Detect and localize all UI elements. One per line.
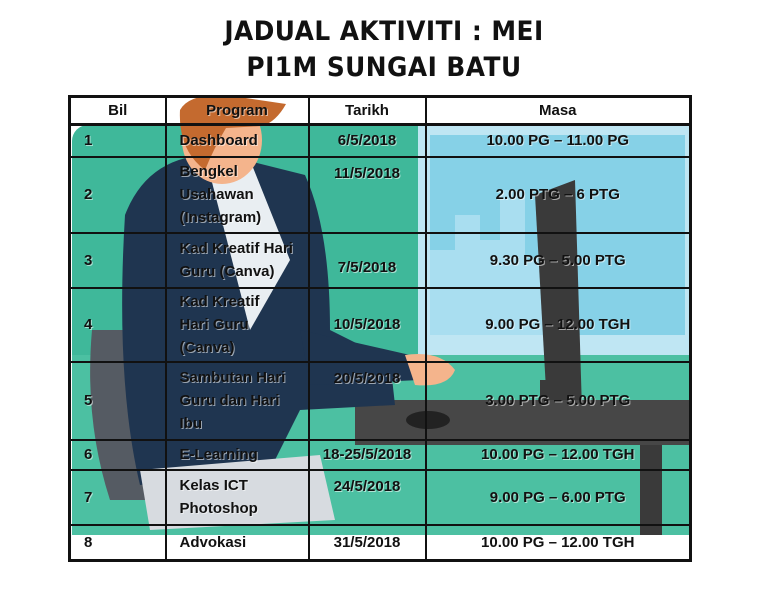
cell-program <box>166 125 309 157</box>
cell-masa: 9.00 PG – 12.00 TGH <box>426 288 691 362</box>
page-subtitle: PI1M SUNGAI BATU <box>246 52 522 83</box>
program-line: Dashboard <box>179 132 258 150</box>
program-line: Sambutan Hari <box>179 369 286 386</box>
header-masa: Masa <box>426 97 691 125</box>
program-line: E-Learning <box>179 446 258 463</box>
program-line: (Instagram) <box>179 209 262 226</box>
cell-program <box>166 362 309 440</box>
header-tarikh: Tarikh <box>309 97 426 125</box>
cell-masa: 10.00 PG – 12.00 TGH <box>426 525 691 561</box>
cell-masa: 10.00 PG – 12.00 TGH <box>426 440 691 470</box>
cell-tarikh: 20/5/2018 <box>309 362 426 440</box>
cell-tarikh: 7/5/2018 <box>309 233 426 288</box>
program-line: Kelas ICT <box>179 477 248 494</box>
cell-bil: 5 <box>70 362 166 440</box>
program-line: Photoshop <box>179 500 258 517</box>
cell-bil: 2 <box>70 157 166 233</box>
cell-program <box>166 157 309 233</box>
cell-masa: 3.00 PTG – 5.00 PTG <box>426 362 691 440</box>
cell-tarikh: 11/5/2018 <box>309 157 426 233</box>
cell-tarikh: 31/5/2018 <box>309 525 426 561</box>
program-line: Guru (Canva) <box>179 263 275 280</box>
table-row <box>70 288 691 362</box>
program-line: Ibu <box>179 415 202 432</box>
program-line: Bengkel <box>179 163 238 180</box>
program-line: Kad Kreatif <box>179 293 260 310</box>
cell-tarikh: 10/5/2018 <box>309 288 426 362</box>
table-row <box>70 440 691 470</box>
cell-bil: 4 <box>70 288 166 362</box>
cell-masa: 9.00 PG – 6.00 PTG <box>426 470 691 525</box>
cell-program <box>166 525 309 561</box>
table-header-row <box>70 97 691 125</box>
cell-program <box>166 470 309 525</box>
cell-tarikh: 24/5/2018 <box>309 470 426 525</box>
header-program: Program <box>166 97 309 125</box>
program-line: Guru dan Hari <box>179 392 280 409</box>
header-bil: Bil <box>70 97 166 125</box>
cell-program <box>166 288 309 362</box>
cell-program <box>166 440 309 470</box>
program-line: Hari Guru <box>179 316 249 333</box>
cell-bil: 3 <box>70 233 166 288</box>
program-line: Usahawan <box>179 186 254 203</box>
table-row <box>70 470 691 525</box>
cell-masa: 9.30 PG – 5.00 PTG <box>426 233 691 288</box>
cell-bil: 7 <box>70 470 166 525</box>
cell-tarikh: 6/5/2018 <box>309 125 426 157</box>
table-row <box>70 157 691 233</box>
cell-bil: 8 <box>70 525 166 561</box>
page-title: JADUAL AKTIVITI : MEI <box>224 16 544 47</box>
program-line: (Canva) <box>179 339 235 356</box>
cell-masa: 2.00 PTG – 6 PTG <box>426 157 691 233</box>
table-row <box>70 525 691 561</box>
program-line: Kad Kreatif Hari <box>179 240 293 257</box>
table-row <box>70 233 691 288</box>
program-line: Advokasi <box>179 533 247 551</box>
schedule-table <box>68 95 692 562</box>
cell-program <box>166 233 309 288</box>
cell-bil: 6 <box>70 440 166 470</box>
cell-bil: 1 <box>70 125 166 157</box>
cell-tarikh: 18-25/5/2018 <box>309 440 426 470</box>
table-row <box>70 362 691 440</box>
table-row <box>70 125 691 157</box>
cell-masa: 10.00 PG – 11.00 PG <box>426 125 691 157</box>
